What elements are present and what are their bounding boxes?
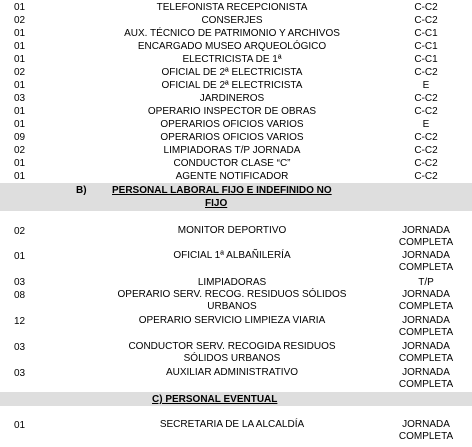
row-count: 01 bbox=[14, 41, 26, 52]
row-count: 01 bbox=[14, 119, 26, 130]
row-group: C-C2 bbox=[414, 145, 438, 156]
section-b-title: PERSONAL LABORAL FIJO E INDEFINIDO NO bbox=[112, 185, 332, 196]
row-group: E bbox=[422, 80, 430, 91]
row-group: C-C2 bbox=[414, 2, 438, 13]
row-count: 01 bbox=[14, 106, 26, 117]
table-row bbox=[0, 131, 472, 144]
table-row bbox=[0, 315, 472, 341]
row-schedule-continued: COMPLETA bbox=[398, 237, 454, 248]
row-position: LIMPIADORAS T/P JORNADA bbox=[163, 145, 301, 156]
table-row bbox=[0, 118, 472, 131]
row-position: AGENTE NOTIFICADOR bbox=[175, 171, 289, 182]
row-group: C-C1 bbox=[414, 54, 438, 65]
row-count: 01 bbox=[14, 420, 26, 431]
row-schedule: JORNADA bbox=[402, 289, 450, 300]
table-row bbox=[0, 289, 472, 315]
table-row bbox=[0, 79, 472, 92]
row-count: 03 bbox=[14, 277, 26, 288]
row-schedule-continued: COMPLETA bbox=[398, 301, 454, 312]
row-count: 01 bbox=[14, 158, 26, 169]
table-row bbox=[0, 170, 472, 183]
row-position: TELEFONISTA RECEPCIONISTA bbox=[156, 2, 308, 13]
row-position: OPERARIO INSPECTOR DE OBRAS bbox=[147, 106, 317, 117]
table-row bbox=[0, 367, 472, 393]
row-count: 01 bbox=[14, 80, 26, 91]
row-group: C-C2 bbox=[414, 158, 438, 169]
row-count: 03 bbox=[14, 93, 26, 104]
row-schedule-continued: COMPLETA bbox=[398, 379, 454, 390]
row-schedule: JORNADA bbox=[402, 341, 450, 352]
table-row bbox=[0, 341, 472, 367]
table-row bbox=[0, 144, 472, 157]
row-position: LIMPIADORAS bbox=[197, 277, 267, 288]
row-group: C-C2 bbox=[414, 106, 438, 117]
table-row bbox=[0, 14, 472, 27]
row-position: OPERARIOS OFICIOS VARIOS bbox=[160, 132, 304, 143]
row-position: ENCARGADO MUSEO ARQUEOLÓGICO bbox=[137, 41, 327, 52]
table-row bbox=[0, 250, 472, 276]
row-count: 02 bbox=[14, 226, 26, 237]
row-schedule-continued: COMPLETA bbox=[398, 431, 454, 442]
row-position: JARDINEROS bbox=[199, 93, 265, 104]
row-count: 08 bbox=[14, 290, 26, 301]
row-schedule: JORNADA bbox=[402, 367, 450, 378]
row-schedule-continued: COMPLETA bbox=[398, 262, 454, 273]
row-position: OPERARIO SERV. RECOG. RESIDUOS SÓLIDOS bbox=[117, 289, 347, 300]
row-group: C-C2 bbox=[414, 93, 438, 104]
row-count: 01 bbox=[14, 251, 26, 262]
row-schedule: T/P bbox=[418, 277, 434, 288]
row-count: 03 bbox=[14, 342, 26, 353]
row-position: OPERARIOS OFICIOS VARIOS bbox=[160, 119, 304, 130]
table-row bbox=[0, 276, 472, 289]
table-row bbox=[0, 40, 472, 53]
row-group: C-C2 bbox=[414, 67, 438, 78]
row-position: OFICIAL DE 2ª ELECTRICISTA bbox=[161, 80, 303, 91]
row-group: C-C1 bbox=[414, 28, 438, 39]
section-c-title: C) PERSONAL EVENTUAL bbox=[152, 394, 278, 405]
section-b-letter: B) bbox=[76, 185, 87, 196]
row-group: C-C2 bbox=[414, 15, 438, 26]
table-row bbox=[0, 66, 472, 79]
row-schedule: JORNADA bbox=[402, 250, 450, 261]
row-position-continued: SÓLIDOS URBANOS bbox=[183, 353, 281, 364]
table-row bbox=[0, 53, 472, 66]
row-schedule-continued: COMPLETA bbox=[398, 327, 454, 338]
row-schedule: JORNADA bbox=[402, 419, 450, 430]
row-position: CONSERJES bbox=[201, 15, 263, 26]
row-count: 01 bbox=[14, 2, 26, 13]
row-count: 09 bbox=[14, 132, 26, 143]
row-count: 01 bbox=[14, 171, 26, 182]
row-position: OFICIAL DE 2ª ELECTRICISTA bbox=[161, 67, 303, 78]
row-group: C-C2 bbox=[414, 132, 438, 143]
row-position: CONDUCTOR CLASE “C” bbox=[173, 158, 291, 169]
table-row bbox=[0, 157, 472, 170]
row-group: E bbox=[422, 119, 430, 130]
row-schedule-continued: COMPLETA bbox=[398, 353, 454, 364]
row-position: OPERARIO SERVICIO LIMPIEZA VIARIA bbox=[138, 315, 326, 326]
table-row bbox=[0, 225, 472, 251]
table-row bbox=[0, 1, 472, 14]
row-count: 03 bbox=[14, 368, 26, 379]
table-row bbox=[0, 105, 472, 118]
row-count: 02 bbox=[14, 145, 26, 156]
row-group: C-C1 bbox=[414, 41, 438, 52]
table-row bbox=[0, 92, 472, 105]
row-position: SECRETARIA DE LA ALCALDÍA bbox=[159, 419, 305, 430]
row-position: OFICIAL 1ª ALBAÑILERÍA bbox=[173, 250, 291, 261]
row-count: 01 bbox=[14, 54, 26, 65]
table-row bbox=[0, 27, 472, 40]
row-position: ELECTRICISTA DE 1ª bbox=[182, 54, 282, 65]
row-group: C-C2 bbox=[414, 171, 438, 182]
row-schedule: JORNADA bbox=[402, 315, 450, 326]
row-count: 01 bbox=[14, 28, 26, 39]
row-position: AUX. TÉCNICO DE PATRIMONIO Y ARCHIVOS bbox=[124, 28, 340, 39]
row-schedule: JORNADA bbox=[402, 225, 450, 236]
row-position: MONITOR DEPORTIVO bbox=[177, 225, 287, 236]
row-count: 12 bbox=[14, 316, 26, 327]
row-position: CONDUCTOR SERV. RECOGIDA RESIDUOS bbox=[128, 341, 336, 352]
row-position-continued: URBANOS bbox=[207, 301, 257, 312]
row-count: 02 bbox=[14, 67, 26, 78]
row-position: AUXILIAR ADMINISTRATIVO bbox=[165, 367, 299, 378]
section-b-title-continued: FIJO bbox=[205, 198, 228, 209]
row-count: 02 bbox=[14, 15, 26, 26]
table-row bbox=[0, 419, 472, 445]
